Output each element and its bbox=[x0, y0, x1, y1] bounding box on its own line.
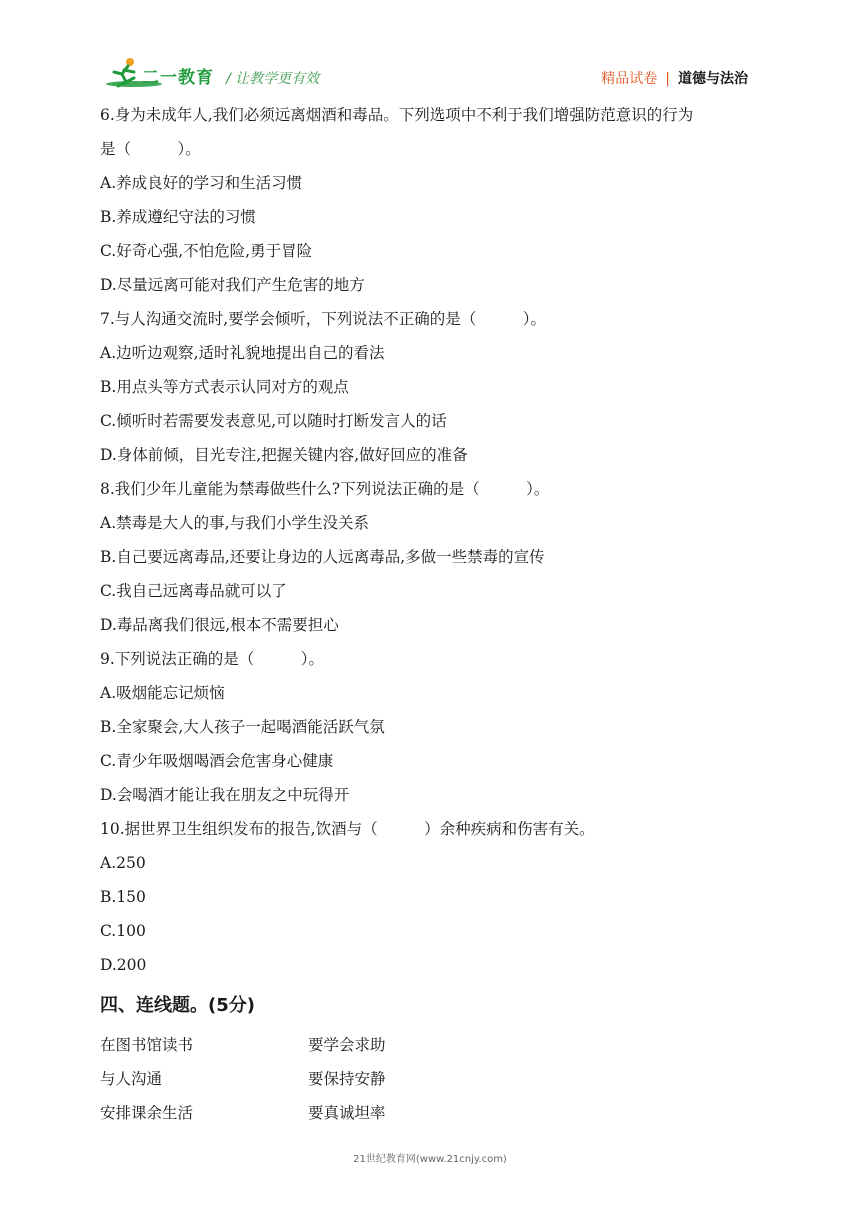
option-c: C.倾听时若需要发表意见,可以随时打断发言人的话 bbox=[100, 412, 447, 430]
option-c: C.好奇心强,不怕危险,勇于冒险 bbox=[100, 242, 313, 260]
page-header bbox=[100, 56, 760, 94]
question-stem: 7.与人沟通交流时,要学会倾听，下列说法不正确的是（ ）。 bbox=[100, 310, 546, 328]
matching-left-item[interactable]: 在图书馆读书 bbox=[100, 1036, 194, 1054]
question-8 bbox=[100, 472, 770, 642]
option-b: B.150 bbox=[100, 888, 146, 906]
option-d: D.身体前倾，目光专注,把握关键内容,做好回应的准备 bbox=[100, 446, 468, 464]
matching-right-item[interactable]: 要保持安静 bbox=[308, 1070, 386, 1088]
matching-section bbox=[100, 1028, 770, 1130]
option-d: D.毒品离我们很远,根本不需要担心 bbox=[100, 616, 339, 634]
option-c: C.青少年吸烟喝酒会危害身心健康 bbox=[100, 752, 334, 770]
option-a: A.禁毒是大人的事,与我们小学生没关系 bbox=[100, 514, 370, 532]
option-b: B.用点头等方式表示认同对方的观点 bbox=[100, 378, 349, 396]
header-category: 精品试卷 bbox=[601, 71, 658, 87]
option-c: C.100 bbox=[100, 922, 146, 940]
header-right bbox=[601, 68, 748, 88]
option-a: A.养成良好的学习和生活习惯 bbox=[100, 174, 303, 192]
question-stem: 10.据世界卫生组织发布的报告,饮酒与（ ）余种疾病和伤害有关。 bbox=[100, 820, 595, 838]
header-separator: | bbox=[665, 71, 670, 87]
section-title: 四、连线题。(5分) bbox=[100, 995, 255, 1016]
matching-left-item[interactable]: 与人沟通 bbox=[100, 1070, 163, 1088]
option-b: B.自己要远离毒品,还要让身边的人远离毒品,多做一些禁毒的宣传 bbox=[100, 548, 545, 566]
question-6 bbox=[100, 98, 770, 302]
question-content bbox=[100, 98, 770, 1130]
option-b: B.养成遵纪守法的习惯 bbox=[100, 208, 256, 226]
question-9 bbox=[100, 642, 770, 812]
header-subject: 道德与法治 bbox=[678, 71, 748, 87]
question-7 bbox=[100, 302, 770, 472]
option-b: B.全家聚会,大人孩子一起喝酒能活跃气氛 bbox=[100, 718, 385, 736]
option-d: D.200 bbox=[100, 956, 147, 974]
matching-row bbox=[100, 1096, 770, 1130]
option-c: C.我自己远离毒品就可以了 bbox=[100, 582, 287, 600]
question-stem-continued: 是（ ）。 bbox=[100, 140, 201, 158]
question-10 bbox=[100, 812, 770, 982]
question-stem: 9.下列说法正确的是（ ）。 bbox=[100, 650, 325, 668]
page-footer: 21世纪教育网(www.21cnjy.com) bbox=[353, 1154, 507, 1165]
header-slogan: / 让教学更有效 bbox=[226, 71, 320, 87]
matching-left-item[interactable]: 安排课余生活 bbox=[100, 1104, 194, 1122]
logo-text: 二一教育 bbox=[142, 68, 214, 88]
option-d: D.尽量远离可能对我们产生危害的地方 bbox=[100, 276, 365, 294]
option-a: A.250 bbox=[100, 854, 146, 872]
option-d: D.会喝酒才能让我在朋友之中玩得开 bbox=[100, 786, 350, 804]
option-a: A.吸烟能忘记烦恼 bbox=[100, 684, 225, 702]
option-a: A.边听边观察,适时礼貌地提出自己的看法 bbox=[100, 344, 385, 362]
question-stem: 6.身为未成年人,我们必须远离烟酒和毒品。下列选项中不利于我们增强防范意识的行为 bbox=[100, 106, 694, 124]
matching-row bbox=[100, 1062, 770, 1096]
matching-row bbox=[100, 1028, 770, 1062]
question-stem: 8.我们少年儿童能为禁毒做些什么?下列说法正确的是（ ）。 bbox=[100, 480, 550, 498]
matching-right-item[interactable]: 要学会求助 bbox=[308, 1036, 386, 1054]
matching-right-item[interactable]: 要真诚坦率 bbox=[308, 1104, 386, 1122]
